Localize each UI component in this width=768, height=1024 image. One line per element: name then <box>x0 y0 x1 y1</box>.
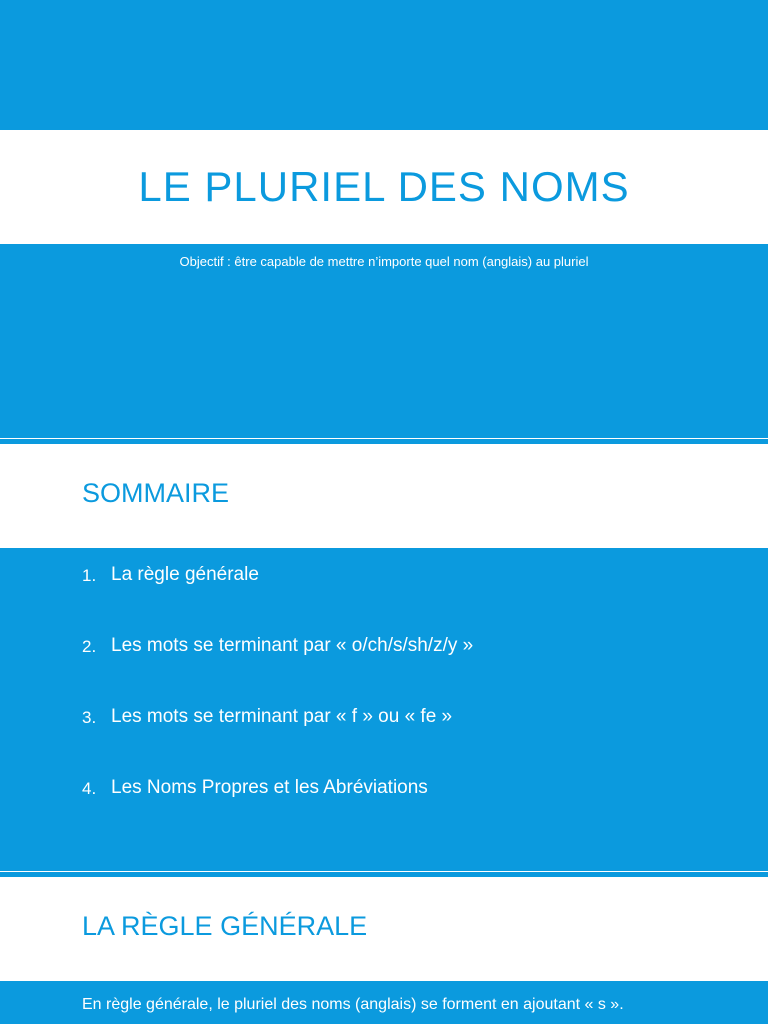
list-item <box>82 564 473 635</box>
list-item <box>82 777 473 848</box>
list-item-number: 1. <box>82 566 97 585</box>
slide-divider <box>0 438 768 439</box>
summary-list <box>82 564 473 848</box>
rule-heading: LA RÈGLE GÉNÉRALE <box>82 911 368 941</box>
list-item-text: Les mots se terminant par « f » ou « fe » <box>111 706 453 727</box>
slide-divider <box>0 871 768 872</box>
slide-general-rule <box>0 877 768 1024</box>
list-item <box>82 635 473 706</box>
list-item-text: Les mots se terminant par « o/ch/s/sh/z/y » <box>111 635 474 656</box>
list-item-number: 2. <box>82 637 97 656</box>
slide-summary <box>0 444 768 865</box>
list-item-text: La règle générale <box>111 564 259 585</box>
list-item-number: 3. <box>82 708 97 727</box>
page-title: LE PLURIEL DES NOMS <box>138 163 630 210</box>
list-item <box>82 706 473 777</box>
list-item-text: Les Noms Propres et les Abréviations <box>111 777 428 798</box>
summary-heading: SOMMAIRE <box>82 478 230 508</box>
slide-title <box>0 0 768 432</box>
list-item-number: 4. <box>82 779 97 798</box>
slide-subtitle: Objectif : être capable de mettre n’importe quel nom (anglais) au pluriel <box>179 254 589 269</box>
rule-body: En règle générale, le pluriel des noms (anglais) se forment en ajoutant « s ». <box>82 996 624 1013</box>
